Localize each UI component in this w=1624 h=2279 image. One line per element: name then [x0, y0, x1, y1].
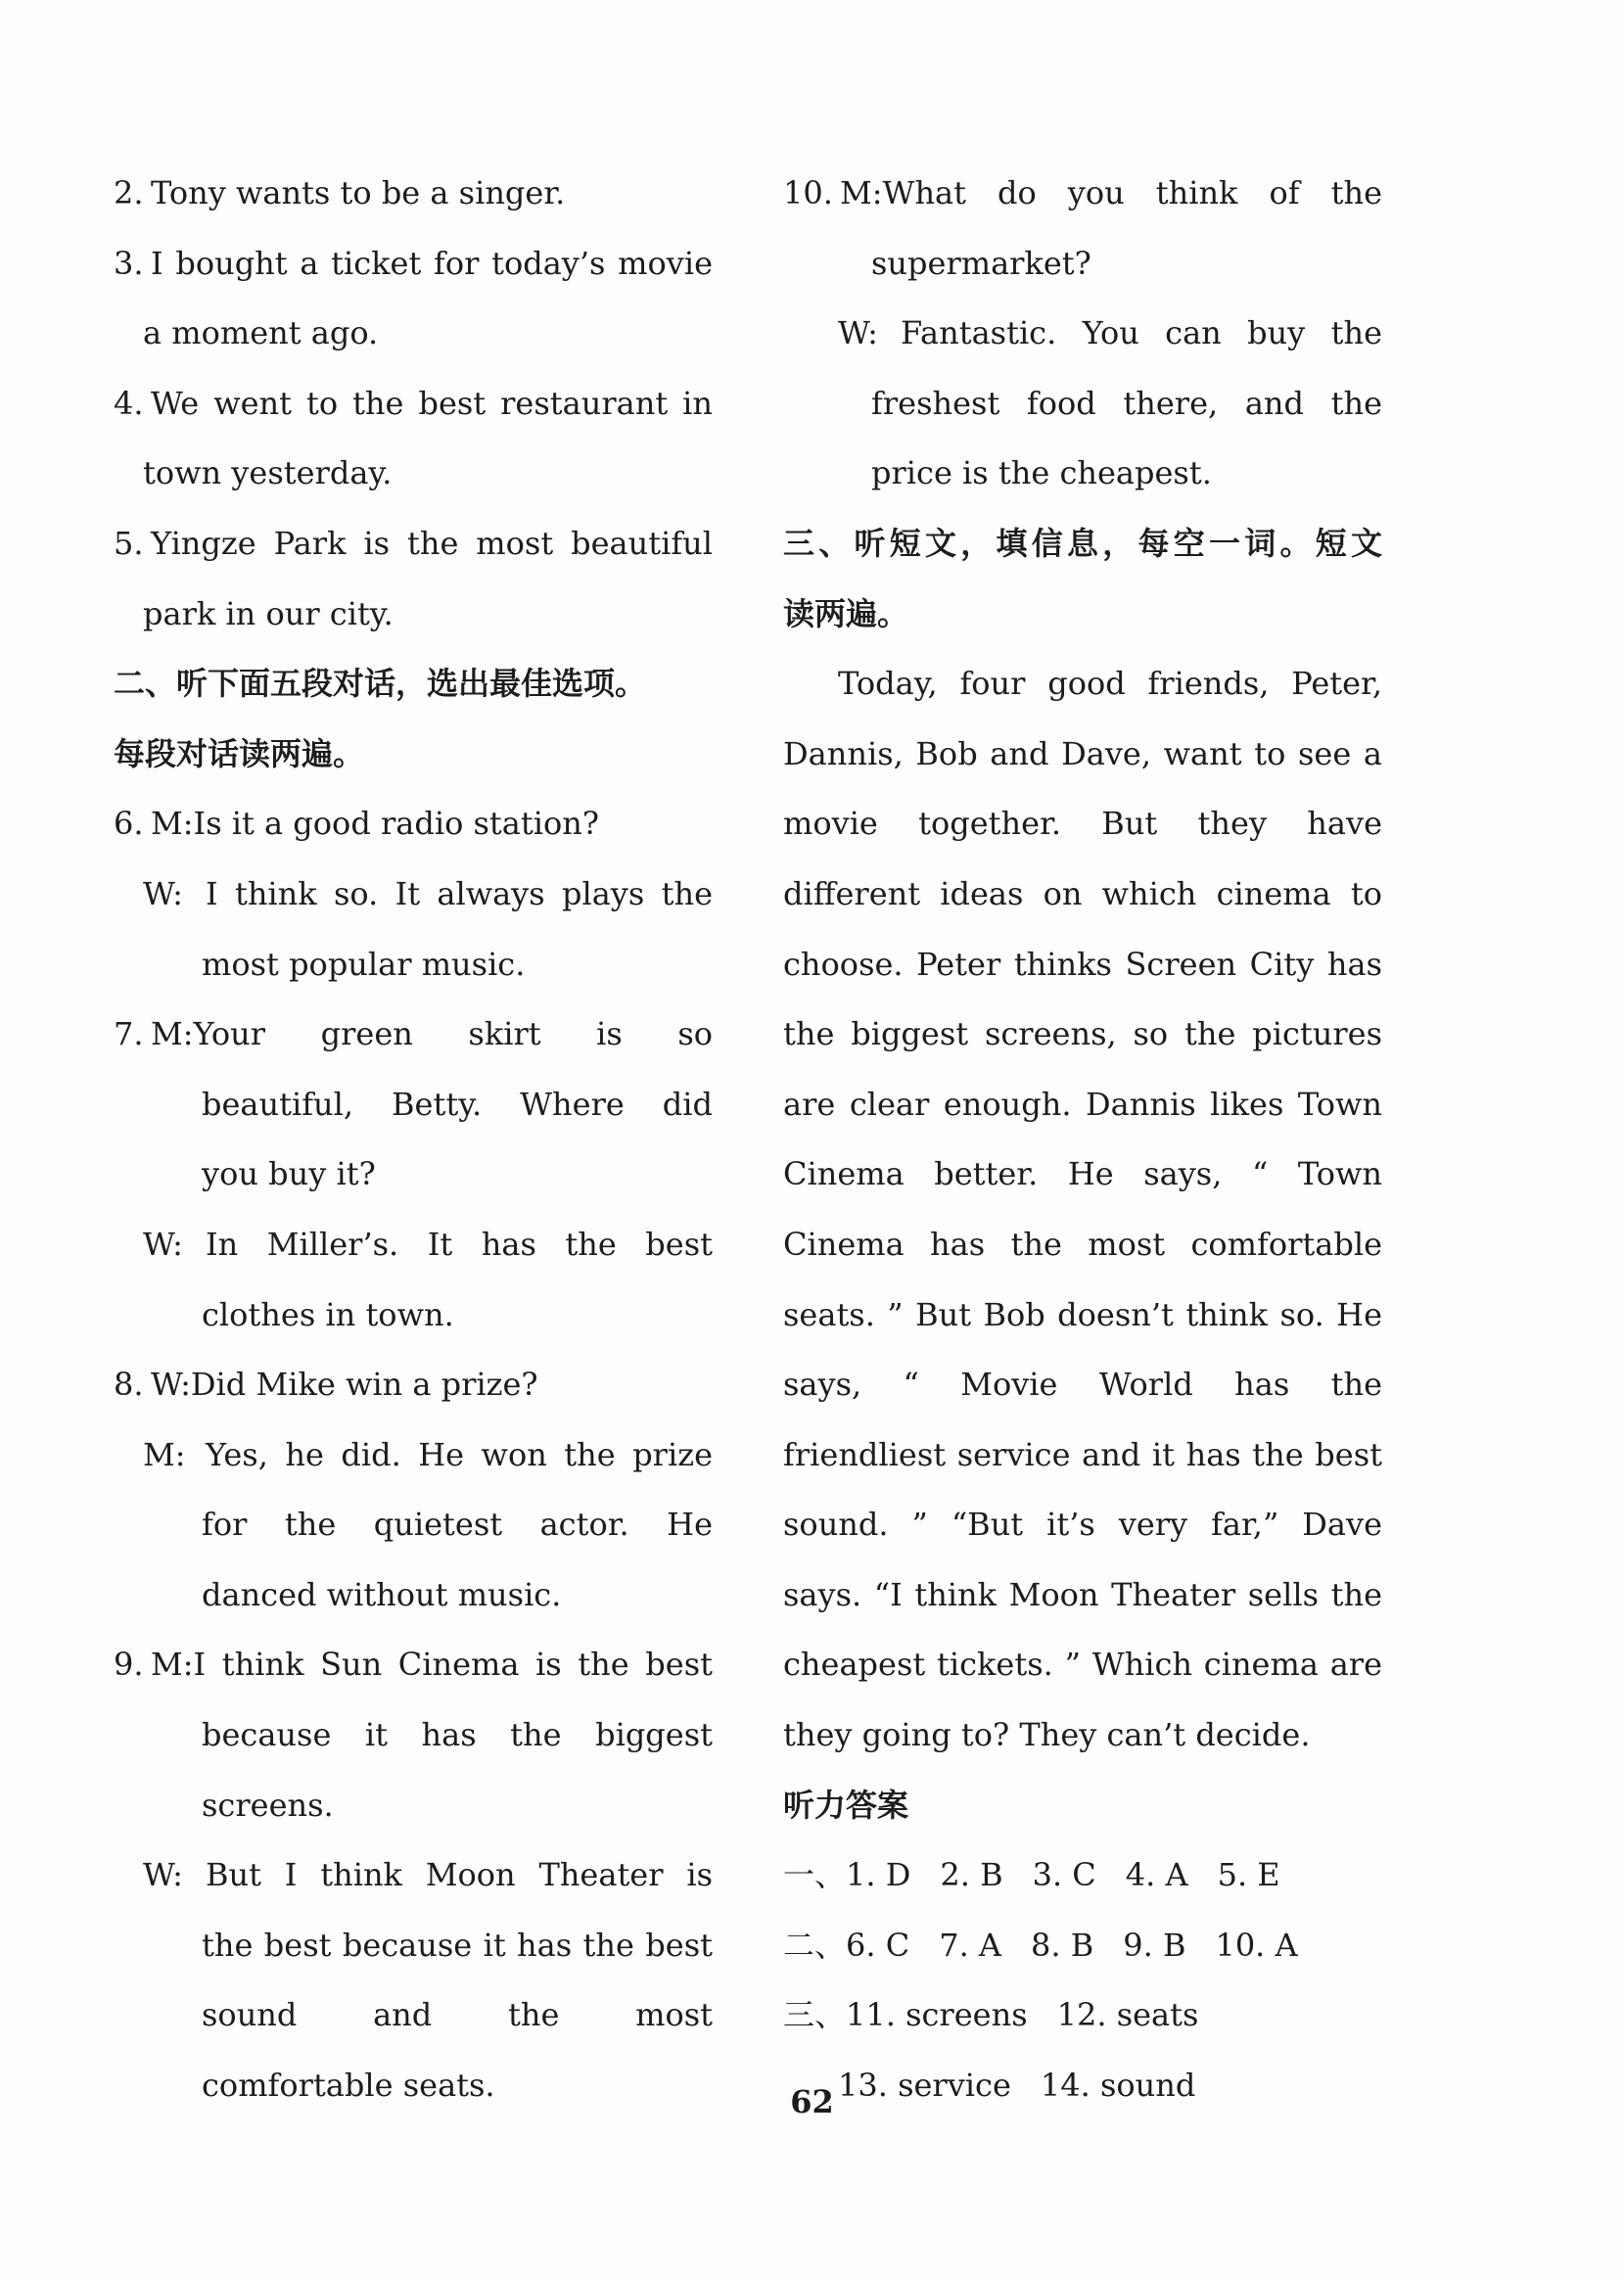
- passage-line: are clear enough. Dannis likes Town: [783, 1085, 1382, 1123]
- transcript-item: 4. We went to the best restaurant in: [114, 384, 713, 422]
- speaker-label: W:: [838, 314, 878, 352]
- passage-line: choose. Peter thinks Screen City has: [783, 945, 1382, 983]
- left-column: [114, 159, 713, 2121]
- dialogue-line: 7. M:Your green skirt is so: [114, 1015, 713, 1053]
- dialogue-line: supermarket?: [871, 244, 1091, 282]
- transcript-line: a moment ago.: [143, 314, 379, 352]
- passage-line: says. “I think Moon Theater sells the: [783, 1575, 1382, 1613]
- dialogue-line: 9. M:I think Sun Cinema is the best: [114, 1646, 713, 1684]
- dialogue-line: W: Fantastic. You can buy the: [783, 299, 1382, 369]
- speaker-label: W:: [143, 874, 183, 912]
- speaker-label: W:: [151, 1366, 191, 1404]
- dialogue-line: 10. M:What do you think of the: [783, 174, 1382, 211]
- passage-line: friendliest service and it has the best: [783, 1435, 1382, 1473]
- passage-line: Dannis, Bob and Dave, want to see a: [783, 734, 1382, 772]
- answer-row: 13. service 14. sound: [838, 2067, 1196, 2105]
- section-heading: 每段对话读两遍。: [114, 734, 365, 772]
- section-heading: 三、听短文，填信息，每空一词。短文: [783, 524, 1382, 562]
- right-column: [783, 159, 1382, 2121]
- speaker-label: M:: [143, 1435, 186, 1473]
- passage-line: says, “ Movie World has the: [783, 1366, 1382, 1404]
- dialogue-line: freshest food there, and the: [871, 384, 1382, 422]
- transcript-item: 5. Yingze Park is the most beautiful: [114, 524, 713, 562]
- speaker-label: M:: [151, 805, 194, 843]
- answer-row: 一、1. D 2. B 3. C 4. A 5. E: [783, 1856, 1280, 1894]
- dialogue-line: W: I think so. It always plays the: [114, 860, 713, 930]
- dialogue-line: price is the cheapest.: [871, 454, 1212, 492]
- dialogue-line: W: But I think Moon Theater is: [114, 1840, 713, 1911]
- transcript-line: town yesterday.: [143, 454, 393, 492]
- dialogue-line: most popular music.: [202, 945, 526, 983]
- passage-line: seats. ” But Bob doesn’t think so. He: [783, 1295, 1382, 1333]
- dialogue-line: screens.: [202, 1786, 334, 1824]
- dialogue-line: you buy it?: [202, 1155, 376, 1193]
- speaker-label: M:: [151, 1646, 194, 1684]
- transcript-item: 3. I bought a ticket for today’s movie: [114, 244, 713, 282]
- dialogue-line: 8. W:Did Mike win a prize?: [114, 1366, 538, 1404]
- passage-line: Cinema better. He says, “ Town: [783, 1155, 1382, 1193]
- dialogue-line: the best because it has the best: [202, 1926, 713, 1964]
- dialogue-line: danced without music.: [202, 1575, 562, 1613]
- passage-line: sound. ” “But it’s very far,” Dave: [783, 1506, 1382, 1544]
- answers-heading: 听力答案: [783, 1786, 909, 1824]
- dialogue-line: W: In Miller’s. It has the best: [114, 1210, 713, 1280]
- section-heading: 二、听下面五段对话，选出最佳选项。: [114, 665, 647, 703]
- passage-line: the biggest screens, so the pictures: [783, 1015, 1382, 1053]
- dialogue-line: M: Yes, he did. He won the prize: [114, 1420, 713, 1491]
- speaker-label: M:: [840, 174, 883, 211]
- dialogue-line: sound and the most: [202, 1996, 713, 2034]
- answer-row: 三、11. screens 12. seats: [783, 1996, 1199, 2034]
- dialogue-line: beautiful, Betty. Where did: [202, 1085, 713, 1123]
- passage-line: cheapest tickets. ” Which cinema are: [783, 1646, 1382, 1684]
- page-number: 62: [790, 2083, 834, 2120]
- transcript-line: park in our city.: [143, 594, 394, 632]
- dialogue-line: 6. M:Is it a good radio station?: [114, 805, 599, 843]
- answer-row: 二、6. C 7. A 8. B 9. B 10. A: [783, 1926, 1298, 1964]
- dialogue-line: comfortable seats.: [202, 2067, 495, 2105]
- section-heading: 读两遍。: [783, 594, 909, 632]
- dialogue-line: for the quietest actor. He: [202, 1506, 713, 1544]
- speaker-label: M:: [151, 1015, 194, 1053]
- passage-line: Today, four good friends, Peter,: [838, 665, 1382, 703]
- speaker-label: W:: [143, 1225, 183, 1263]
- speaker-label: W:: [143, 1856, 183, 1894]
- dialogue-line: because it has the biggest: [202, 1716, 713, 1754]
- passage-line: they going to? They can’t decide.: [783, 1716, 1311, 1754]
- passage-line: Cinema has the most comfortable: [783, 1225, 1382, 1263]
- dialogue-line: clothes in town.: [202, 1295, 454, 1333]
- passage-line: movie together. But they have: [783, 805, 1382, 843]
- transcript-item: 2. Tony wants to be a singer.: [114, 174, 566, 211]
- passage-line: different ideas on which cinema to: [783, 874, 1382, 912]
